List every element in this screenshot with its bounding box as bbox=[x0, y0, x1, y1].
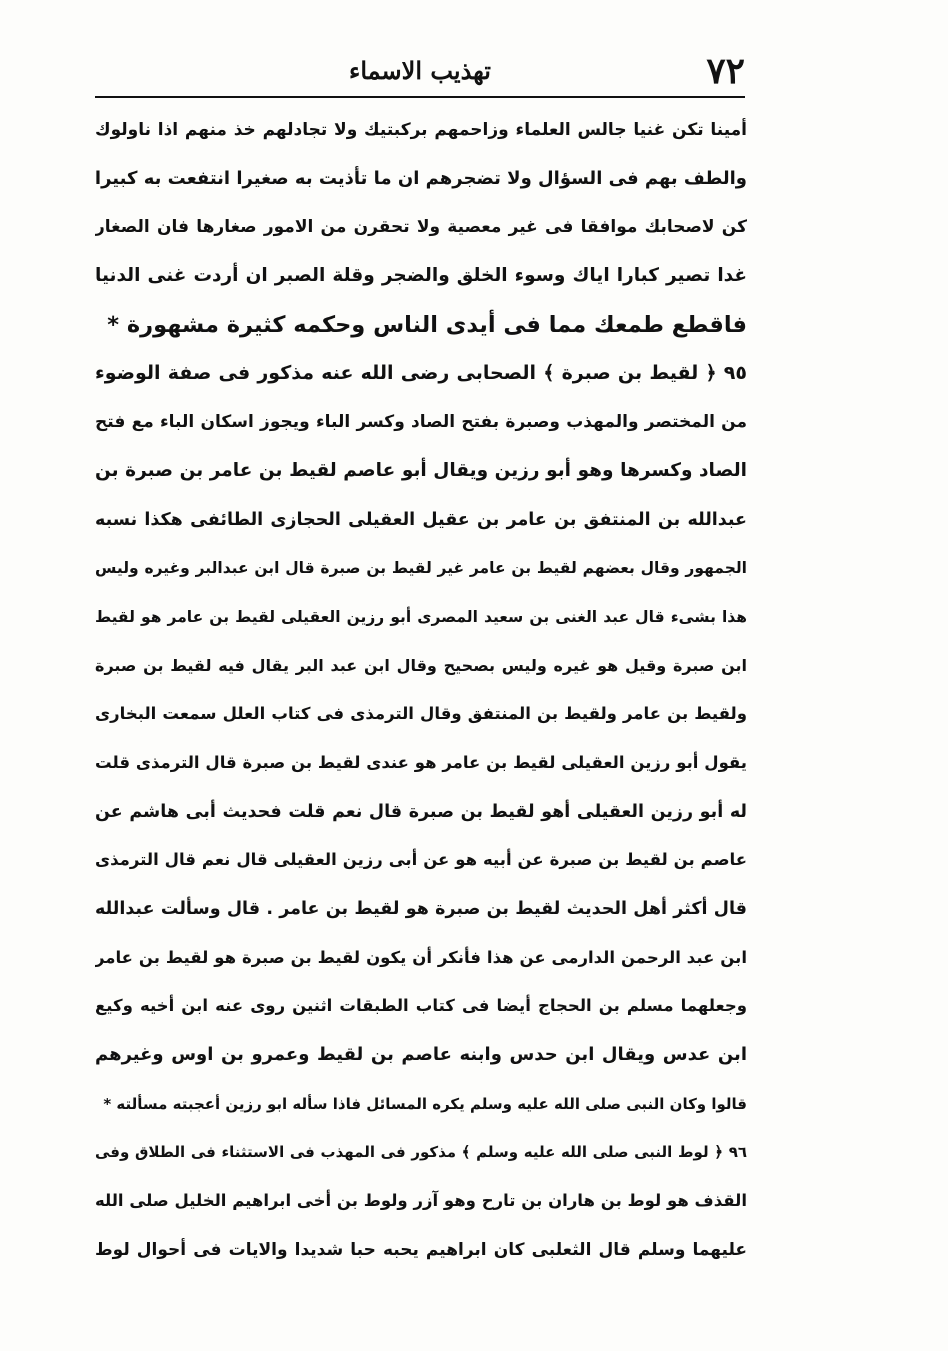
text-line: ابن عدس ويقال ابن حدس وابنه عاصم بن لقيط وعمرو بن اوس وغيرهم bbox=[95, 1044, 747, 1066]
page-header bbox=[95, 52, 745, 96]
entry-heading-line: ٩٥ ﴿ لقيط بن صبرة ﴾ الصحابى رضى الله عنه مذكور فى صفة الوضوء bbox=[95, 362, 747, 385]
text-line: القذف هو لوط بن هاران بن تارح وهو آزر ولوط بن أخى ابراهيم الخليل صلى الله bbox=[95, 1191, 747, 1211]
text-line: كن لاصحابك موافقا فى غير معصية ولا تحقرن من الامور صغارها فان الصغار bbox=[95, 217, 747, 238]
text-line: وجعلهما مسلم بن الحجاج أيضا فى كتاب الطبقات اثنين روى عنه ابن أخيه وكيع bbox=[95, 996, 747, 1016]
text-line: أمينا تكن غنيا جالس العلماء وزاحمهم بركبتيك ولا تجادلهم خذ منهم اذا ناولوك bbox=[95, 120, 747, 140]
body-text bbox=[95, 106, 747, 1275]
text-line: هذا بشىء قال عبد الغنى بن سعيد المصرى أبو رزين العقيلى لقيط بن عامر هو لقيط bbox=[95, 607, 747, 626]
text-line: عليهما وسلم قال الثعلبى كان ابراهيم يحبه حبا شديدا والايات فى أحوال لوط bbox=[95, 1239, 747, 1260]
header-rule bbox=[95, 96, 745, 98]
text-line: غدا تصير كبارا اياك وسوء الخلق والضجر وقلة الصبر ان أردت غنى الدنيا bbox=[95, 265, 747, 287]
text-line: فاقطع طمعك مما فى أيدى الناس وحكمه كثيرة مشهورة * bbox=[107, 311, 747, 338]
page-number: ٧٢ bbox=[706, 50, 745, 92]
text-line: يقول أبو رزين العقيلى لقيط بن عامر هو عندى لقيط بن صبرة قال الترمذى قلت bbox=[95, 752, 747, 772]
text-line: من المختصر والمهذب وصبرة بفتح الصاد وكسر الباء ويجوز اسكان الباء مع فتح bbox=[95, 412, 747, 433]
text-line: الجمهور وقال بعضهم لقيط بن عامر غير لقيط بن صبرة قال ابن عبدالبر وغيره وليس bbox=[95, 559, 747, 578]
text-line: ابن صبرة وقيل هو غيره وليس بصحيح وقال ابن عبد البر يقال فيه لقيط بن صبرة bbox=[95, 655, 747, 675]
text-line: ولقيط بن عامر ولقيط بن المنتفق وقال الترمذى فى كتاب العلل سمعت البخارى bbox=[95, 704, 747, 724]
text-line: قالوا وكان النبى صلى الله عليه وسلم يكره المسائل فاذا سأله ابو رزين أعجبته مسألته * bbox=[103, 1094, 747, 1113]
text-line: عاصم بن لقيط بن صبرة عن أبيه هو عن أبى رزين العقيلى قال نعم قال الترمذى bbox=[95, 850, 747, 870]
text-line: والطف بهم فى السؤال ولا تضجرهم ان ما تأذيت به صغيرا انتفعت به كبيرا bbox=[95, 167, 747, 189]
text-line: قال أكثر أهل الحديث لقيط بن صبرة هو لقيط بن عامر . قال وسألت عبدالله bbox=[95, 899, 747, 919]
running-title: تهذيب الاسماء bbox=[349, 56, 491, 85]
text-line: له أبو رزين العقيلى أهو لقيط بن صبرة قال نعم قلت فحديث أبى هاشم عن bbox=[95, 801, 747, 822]
entry-heading-line: ٩٦ ﴿ لوط النبى صلى الله عليه وسلم ﴾ مذكور فى المهذب فى الاستثناء فى الطلاق وفى bbox=[95, 1143, 747, 1162]
text-line: ابن عبد الرحمن الدارمى عن هذا فأنكر أن يكون لقيط بن صبرة هو لقيط بن عامر bbox=[95, 947, 747, 967]
text-line: عبدالله بن المنتفق بن عامر بن عقيل العقيلى الحجازى الطائفى هكذا نسبه bbox=[95, 509, 747, 530]
text-line: الصاد وكسرها وهو أبو رزين ويقال أبو عاصم لقيط بن عامر بن صبرة بن bbox=[95, 459, 747, 481]
